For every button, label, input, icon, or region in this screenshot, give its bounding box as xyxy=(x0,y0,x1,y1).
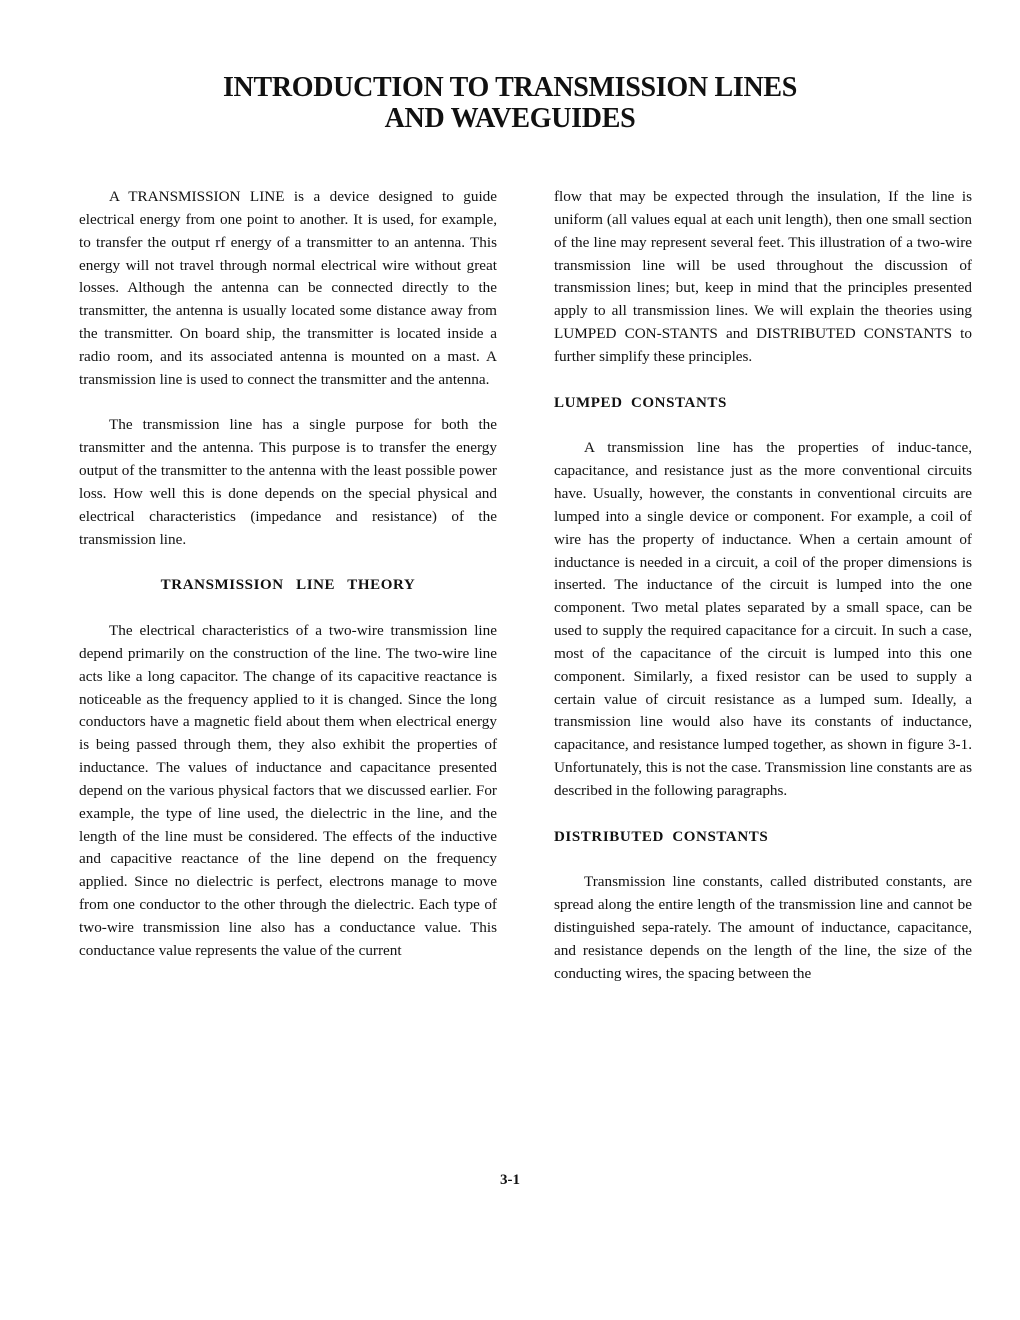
theory-paragraph: The electrical characteristics of a two-wire transmission line depend primarily on the construction of the line. The two-wire line acts like a long capacitor. The change of its capacitive reactance is noticeable as the frequency applied to it is changed. Since the long conductors have a magnetic field about them when electrical energy is being passed through them, they also exhibit the properties of inductance. The values of inductance and capacitance presented depend on the various physical factors that we discussed earlier. For example, the type of line used, the dielectric in the line, and the length of the line must be considered. The effects of the inductive and capacitive reactance of the line depend on the frequency applied. Since no dielectric is perfect, electrons manage to move from one conductor to the other through the dielectric. Each type of two-wire transmission line also has a conductance value. This conductance value represents the value of the current xyxy=(79,622,497,959)
section-heading-lumped-constants: LUMPED CONSTANTS xyxy=(554,394,727,411)
right-column xyxy=(554,186,972,1008)
page-title xyxy=(0,72,1020,134)
lumped-constants-paragraph: A transmission line has the properties of induc-tance, capacitance, and resistance just as the more conventional circuits have. Usually, however, the constants in conventional circuits are lumped into a single device or component. For example, a coil of wire has the property of inductance. When a certain amount of inductance is needed in a circuit, a coil of the proper dimensions is inserted. The inductance of the circuit is lumped into the one component. Two metal plates separated by a small space, can be used to supply the required capacitance for a circuit. In such a case, most of the capacitance of the circuit is lumped into this one component. Similarly, a fixed resistor can be used to supply a certain value of circuit resistance as a lumped sum. Ideally, a transmission line would also have its constants of inductance, capacitance, and resistance lumped together, as shown in figure 3-1. Unfortunately, this is not the case. Transmission line constants are as described in the following paragraphs. xyxy=(554,439,972,799)
title-line-2: AND WAVEGUIDES xyxy=(384,103,636,134)
section-heading-transmission-line-theory: TRANSMISSION LINE THEORY xyxy=(160,577,416,594)
left-column xyxy=(79,186,497,986)
distributed-constants-paragraph: Transmission line constants, called distributed constants, are spread along the entire length of the transmission line and cannot be distinguished sepa-rately. The amount of inductance, capacitance, and resistance depends on the length of the line, the size of the conducting wires, the spacing between the xyxy=(554,873,972,982)
section-heading-distributed-constants: DISTRIBUTED CONSTANTS xyxy=(554,828,769,845)
title-line-1: INTRODUCTION TO TRANSMISSION LINES xyxy=(222,72,798,103)
continuation-paragraph: flow that may be expected through the insulation, If the line is uniform (all values equal at each unit length), then one small section of the line may represent several feet. This illustration of a two-wire transmission line will be used throughout the discussion of transmission lines; but, keep in mind that the principles presented apply to all transmission lines. We will explain the theories using LUMPED CON-STANTS and DISTRIBUTED CONSTANTS to further simplify these principles. xyxy=(554,188,972,365)
intro-paragraph: A TRANSMISSION LINE is a device designed to guide electrical energy from one point to another. It is used, for example, to transfer the output rf energy of a transmitter to an antenna. This energy will not travel through normal electrical wire without great losses. Although the antenna can be connected directly to the transmitter, the antenna is usually located some distance away from the transmitter. On board ship, the transmitter is located inside a radio room, and its associated antenna is mounted on a mast. A transmission line is used to connect the transmitter and the antenna. xyxy=(79,188,497,388)
page-number: 3-1 xyxy=(500,1172,520,1188)
purpose-paragraph: The transmission line has a single purpose for both the transmitter and the antenna. This purpose is to transfer the energy output of the transmitter to the antenna with the least possible power loss. How well this is done depends on the special physical and electrical characteristics (impedance and resistance) of the transmission line. xyxy=(79,416,497,548)
